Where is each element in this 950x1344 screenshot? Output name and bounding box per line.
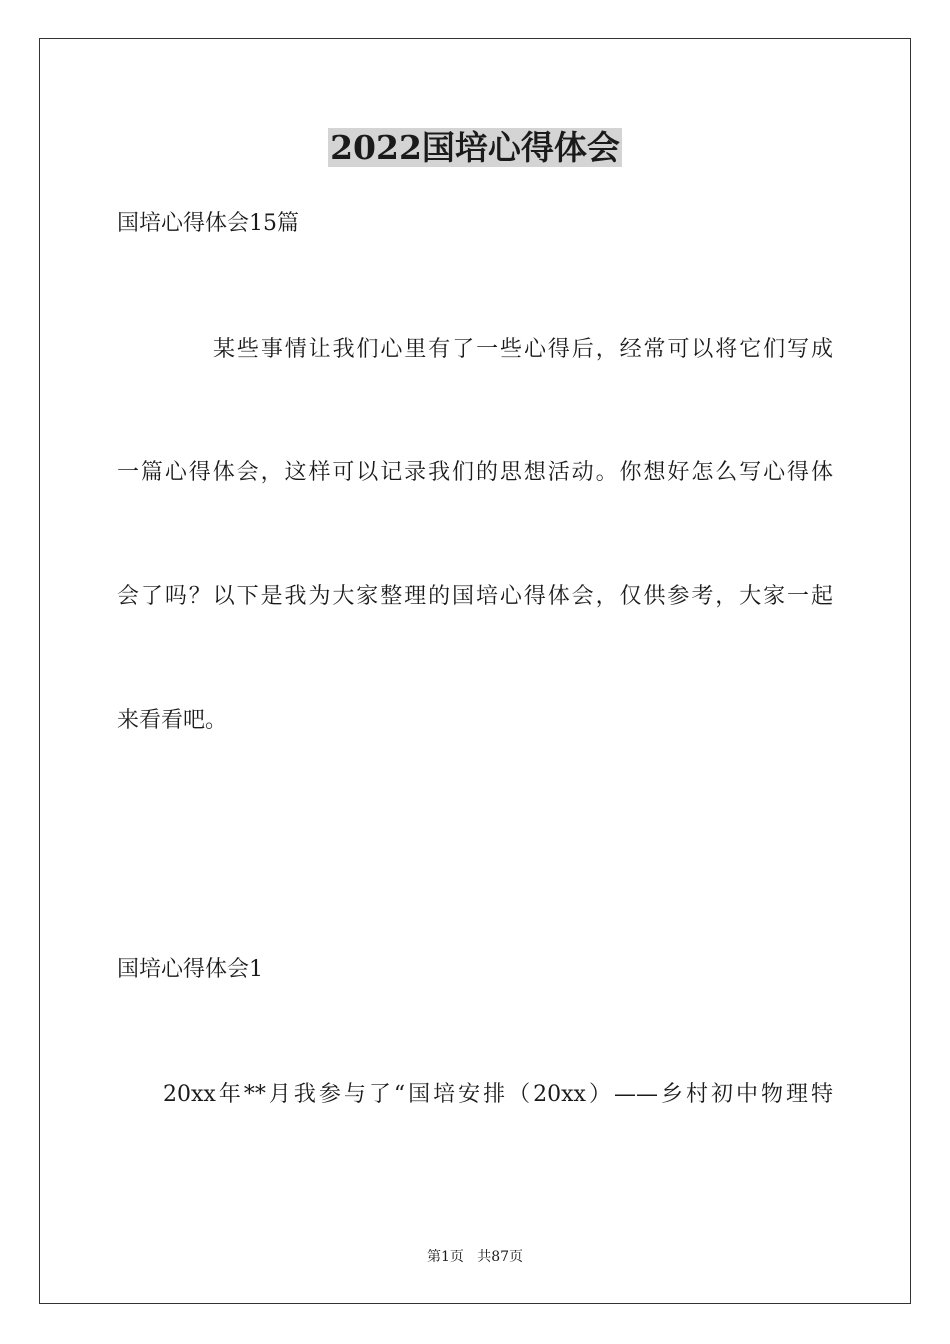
document-title-text: 2022国培心得体会 [330, 128, 620, 167]
intro-line-4: 来看看吧。 [117, 708, 228, 733]
intro-line-2: 一篇心得体会，这样可以记录我们的思想活动。你想好怎么写心得体 [117, 460, 833, 485]
intro-line-3: 会了吗？以下是我为大家整理的国培心得体会，仅供参考，大家一起 [117, 584, 833, 609]
section-heading: 国培心得体会1 [117, 957, 263, 982]
body-line-1: 20xx年**月我参与了“国培安排（20xx）——乡村初中物理特 [163, 1082, 833, 1107]
page-footer: 第1页 共87页 [426, 1249, 524, 1265]
intro-line-1: 某些事情让我们心里有了一些心得后，经常可以将它们写成 [213, 337, 833, 362]
document-title [0, 126, 950, 170]
document-subtitle: 国培心得体会15篇 [117, 211, 299, 236]
